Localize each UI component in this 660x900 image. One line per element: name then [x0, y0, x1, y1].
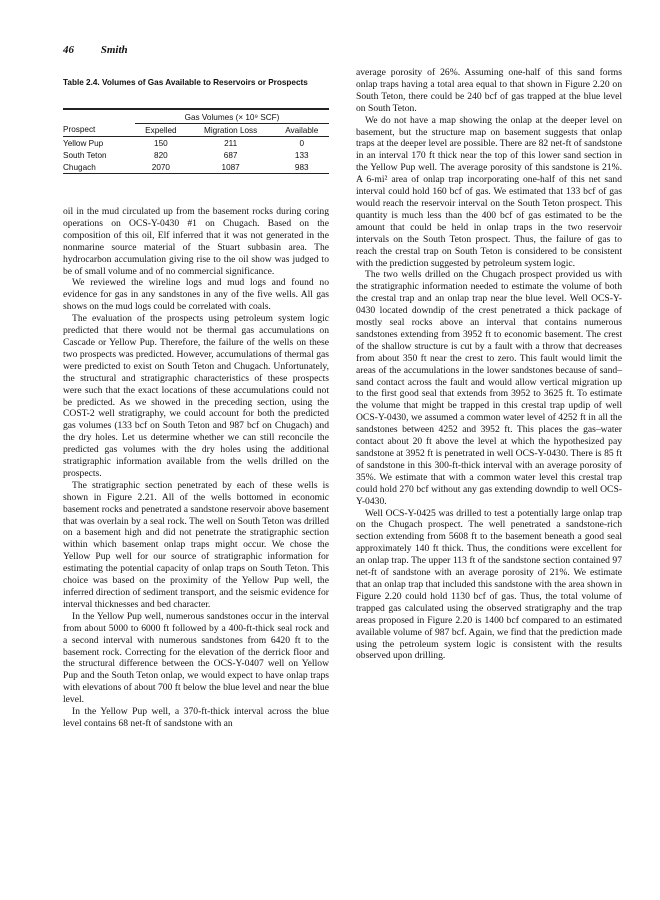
- gas-volumes-table: [63, 111, 329, 174]
- cell-migration-loss: 211: [224, 138, 238, 148]
- paragraph: Well OCS-Y-0425 was drilled to test a potentially large onlap trap on the Chugach prospect. The well penetrated a sandstone-rich section extending from 5608 ft to the basement beneath a good seal approximately 140 ft thick. Thus, the conditions were excellent for an onlap trap. The upper 113 ft of the sandstone section contained 97 net-ft of sandstone with an average porosity of 21%. We estimate that an onlap trap that included this sandstone with the area shown in Figure 2.20 could hold 1130 bcf of gas. Thus, the total volume of trapped gas calculated using the observed stratigraphy and the trap areas proposed in Figure 2.20 is 1400 bcf compared to an estimated available volume of 987 bcf. Again, we find that the prediction made using the petroleum system logic is consistent with the results observed upon drilling.: [356, 507, 622, 662]
- cell-migration-loss: 687: [223, 150, 238, 160]
- table-row: [63, 149, 329, 161]
- cell-prospect: Yellow Pup: [63, 138, 104, 148]
- cell-available: 983: [274, 161, 329, 174]
- paragraph: The two wells drilled on the Chugach prospect provided us with the stratigraphic information needed to estimate the volume of both the crestal trap and an onlap trap near the blue level. Well OCS-Y-0430 located downdip of the crest penetrated a thick package of mostly seal rocks above an interval that contains numerous sandstones extending from 3952 ft to economic basement. The crest of the shallow structure is cut by a fault with a throw that decreases from about 350 ft near the crest to zero. This fault would limit the areas of the accumulations in the lower sandstones because of sand–sand contact across the fault and would allow vertical migration up to the first good seal that extends from 3952 to 3625 ft. To estimate the volume that might be trapped in this crestal trap updip of well OCS-Y-0430, we assumed a common water level of 4252 ft in all the sandstones between 4252 and 3952 ft. This places the gas–water contact about 20 ft above the level at which the hypothesized pay sandstone at 3952 ft is penetrated in well OCS-Y-0430. There is 85 ft of sandstone in this 300-ft-thick interval with an average porosity of 35%. We estimate that with a common water level this crestal trap could hold 270 bcf without any gas extending downdip to well OCS-Y-0430.: [356, 269, 622, 507]
- col-header-expelled: Expelled: [135, 124, 187, 137]
- page-number: 46: [63, 44, 74, 56]
- cell-prospect: South Teton: [63, 150, 107, 160]
- running-author: Smith: [100, 44, 128, 56]
- cell-migration-loss: 1087: [187, 161, 275, 174]
- table-caption: Table 2.4. Volumes of Gas Available to Reservoirs or Prospects: [63, 78, 308, 87]
- paragraph: The stratigraphic section penetrated by each of these wells is shown in Figure 2.21. All of the wells bottomed in economic basement rocks and penetrated a sandstone reservoir above basement that was overlain by a seal rock. The well on South Teton was drilled on a basement high and did not penetrate the stratigraphic section within which basement onlap traps might occur. We chose the Yellow Pup well for our source of stratigraphic information for estimating the potential capacity of onlap traps on South Teton. This choice was based on the proximity of the Yellow Pup well, the inferred direction of sediment transport, and the seismic evidence for interval thicknesses and bed character.: [63, 479, 329, 610]
- cell-prospect: Chugach: [63, 161, 135, 174]
- cell-expelled: 150: [154, 138, 168, 148]
- right-column-text: [356, 67, 622, 662]
- paragraph: oil in the mud circulated up from the basement rocks during coring operations on OCS-Y-0430 #1 on Chugach. Based on the composition of this oil, Elf inferred that it was not generated in the nonmarine source material of the Stuart subbasin area. The hydrocarbon accumulation giving rise to the oil show was judged to be of small volume and of no commercial significance.: [63, 206, 329, 277]
- running-header: [63, 44, 128, 56]
- paragraph: The evaluation of the prospects using petroleum system logic predicted that there would not be thermal gas accumulations on Cascade or Yellow Pup. Therefore, the failure of the wells on these two prospects was predicted. However, accumulations of thermal gas were predicted to exist on South Teton and Chugach. Unfortunately, the structural and stratigraphic characteristics of these prospects were such that the exact locations of these accumulations could not be predicted. As we showed in the preceding section, using the COST-2 well stratigraphy, we could account for both the predicted gas volumes (133 bcf on South Teton and 987 bcf on Chugach) and the dry holes. Let us determine whether we can still reconcile the predicted gas volumes with the dry holes using the additional stratigraphic information available from the wells drilled on the prospects.: [63, 313, 329, 479]
- cell-expelled: 820: [154, 150, 168, 160]
- col-header-available: Available: [274, 124, 329, 137]
- left-column-text: [63, 206, 329, 730]
- table-span-header: Gas Volumes (× 10⁹ SCF): [135, 111, 329, 124]
- cell-available: 0: [299, 138, 305, 148]
- table-top-rule: [63, 108, 329, 110]
- cell-expelled: 2070: [135, 161, 187, 174]
- paragraph: We reviewed the wireline logs and mud logs and found no evidence for gas in any sandstones in any of the five wells. All gas shows on the mud logs could be correlated with coals.: [63, 277, 329, 313]
- table-row: [63, 137, 329, 150]
- paragraph: In the Yellow Pup well, a 370-ft-thick interval across the blue level contains 68 net-ft of sandstone with an: [63, 706, 329, 729]
- table-row: [63, 161, 329, 174]
- paragraph: We do not have a map showing the onlap at the deeper level on basement, but the structure map on basement suggests that onlap traps at the deeper level are possible. There are 82 net-ft of sandstone in an interval 170 ft thick near the top of this lower sand section in the Yellow Pup well. The average porosity of this sandstone is 21%. A 6-mi² area of onlap trap incorporating one-half of this net sand interval could hold 160 bcf of gas. We estimated that 133 bcf of gas would reach the reservoir interval on the South Teton prospect. This quantity is much less than the 400 bcf of gas estimated to be the amount that could be held in onlap traps in the two reservoir intervals on the South Teton prospect. Thus, the failure of gas to reach the crestal trap on South Teton is considered to be consistent with the prediction suggested by petroleum system logic.: [356, 114, 622, 269]
- col-header-prospect: Prospect: [63, 124, 135, 137]
- cell-available: 133: [294, 150, 309, 160]
- col-header-migration-loss: Migration Loss: [187, 124, 275, 137]
- paragraph: average porosity of 26%. Assuming one-half of this sand forms onlap traps having a total area equal to that shown in Figure 2.20 on South Teton, there could be 240 bcf of gas trapped at the blue level on South Teton.: [356, 67, 622, 114]
- paragraph: In the Yellow Pup well, numerous sandstones occur in the interval from about 5000 to 6000 ft followed by a 400-ft-thick seal rock and a second interval with numerous sandstones from 6420 ft to the basement rock. Correcting for the elevation of the derrick floor and the structural difference between the OCS-Y-0407 well on Yellow Pup and the South Teton onlap, we would expect to have onlap traps with elevations of about 700 ft below the blue level and near the blue level.: [63, 610, 329, 706]
